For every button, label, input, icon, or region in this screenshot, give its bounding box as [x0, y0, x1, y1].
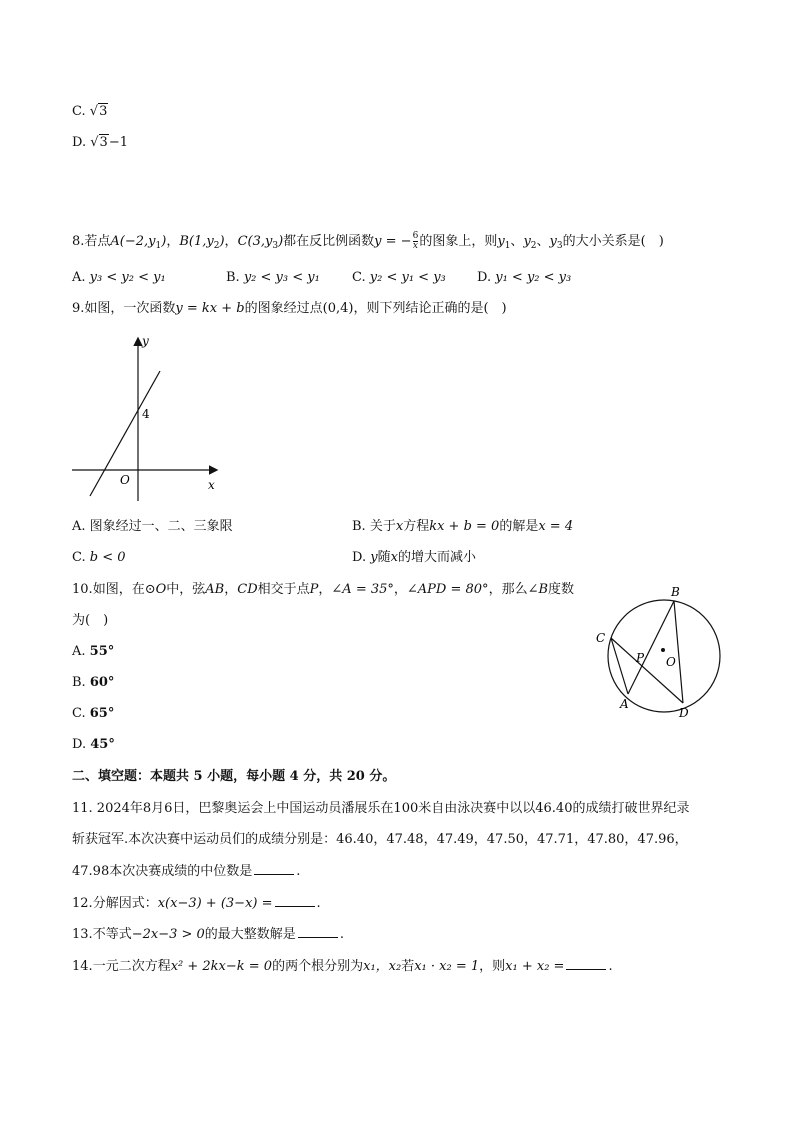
option-label: A.	[72, 519, 86, 534]
option-text: y₁ < y₂ < y₃	[495, 270, 572, 285]
option-label: C.	[352, 270, 366, 285]
option-label: D.	[72, 135, 87, 150]
label-o: O	[666, 655, 676, 669]
point-c: C(3,y	[237, 234, 273, 249]
chord-ab: AB	[205, 582, 225, 597]
stem-text: 的两个根分别为	[272, 959, 364, 974]
option-text: 关于	[369, 519, 396, 534]
subscript: 2	[530, 241, 537, 251]
paren: )	[278, 234, 284, 249]
q13-stem	[72, 925, 344, 944]
option-text: 60°	[89, 675, 115, 690]
separator: ，	[318, 582, 332, 597]
label-d: D	[679, 706, 689, 720]
answer-blank[interactable]	[298, 925, 338, 938]
var-y: y	[370, 550, 378, 565]
var-y: y	[523, 234, 531, 249]
option-label: C.	[72, 706, 86, 721]
option-label: B.	[72, 675, 86, 690]
q11-line2: 斩获冠军.本次决赛中运动员们的成绩分别是：46.40，47.48，47.49，47.50，47.71，47.80，47.96，	[72, 832, 688, 847]
denominator: x	[412, 241, 418, 251]
chord-bd-line	[674, 601, 683, 703]
option-label: A.	[72, 644, 86, 659]
q14-stem	[72, 957, 613, 976]
question-number: 10.	[72, 582, 93, 597]
stem-text: 相交于点	[257, 582, 310, 597]
question-number: 14.	[72, 959, 93, 974]
q8-stem	[72, 232, 664, 255]
stem-text: ，那么	[488, 582, 528, 597]
stem-text: ，则	[479, 959, 506, 974]
q11-line3	[72, 862, 300, 881]
answer-blank[interactable]	[566, 957, 606, 970]
circle-chords-figure	[590, 580, 740, 722]
stem-text: 如图，一次函数	[84, 301, 176, 316]
option-label: D.	[477, 270, 492, 285]
stem-text: 的大小关系是( )	[562, 234, 664, 249]
inequality: −2x−3 > 0	[131, 927, 205, 942]
option-text: y₂ < y₃ < y₁	[243, 270, 320, 285]
angle-b: ∠B	[527, 582, 549, 597]
option-label: C.	[72, 104, 86, 119]
center-point	[661, 648, 665, 652]
option-text: b < 0	[89, 550, 126, 565]
option-label: A.	[72, 270, 86, 285]
paren: )	[161, 234, 167, 249]
stem-text: 度数	[548, 582, 575, 597]
var-x: x	[395, 519, 404, 534]
label-p: P	[636, 651, 645, 665]
q10-option-d	[72, 736, 115, 754]
section-heading: 二、填空题：本题共 5 小题，每小题 4 分，共 20 分。	[72, 769, 396, 784]
sqrt-remainder: −1	[108, 135, 128, 150]
option-label: D.	[352, 550, 367, 565]
separator: ，	[166, 234, 180, 249]
function-expr: y = kx + b	[175, 301, 245, 316]
stem-text: 若	[401, 959, 415, 974]
circle-name: O	[155, 582, 167, 597]
stem-text: 分解因式：	[92, 896, 158, 911]
label-c: C	[596, 631, 606, 645]
stem-text: 都在反比例函数	[283, 234, 375, 249]
q8-option-c	[352, 269, 446, 287]
period: .	[339, 927, 344, 942]
product: x₁ · x₂ = 1	[414, 959, 480, 974]
answer-blank[interactable]	[275, 894, 315, 907]
var-y: y	[549, 234, 557, 249]
q11-line1: 11. 2024年8月6日，巴黎奥运会上中国运动员潘展乐在100米自由泳决赛中以以46.40的成绩打破世界纪录	[72, 801, 690, 816]
q8-option-d	[477, 269, 571, 287]
subscript: 3	[272, 241, 279, 251]
question-number: 8.	[72, 234, 85, 249]
var-y: y	[497, 234, 505, 249]
sqrt-value: 3	[99, 135, 108, 150]
stem-text: 的最大整数解是	[204, 927, 296, 942]
stem-text: 不等式	[92, 927, 132, 942]
separator: ，	[224, 582, 238, 597]
option-text: y₂ < y₁ < y₃	[369, 270, 446, 285]
separator: 、	[536, 234, 550, 249]
question-number: 12.	[72, 896, 93, 911]
question-number: 13.	[72, 927, 93, 942]
option-text: 随	[377, 550, 391, 565]
equation: kx + b = 0	[429, 519, 500, 534]
q12-stem	[72, 894, 321, 913]
chord-ab-line	[628, 601, 674, 694]
roots: x₁，x₂	[363, 959, 402, 974]
q9-option-b	[352, 518, 573, 536]
subscript: 2	[213, 241, 220, 251]
q8-option-a	[72, 269, 166, 287]
var-x: x	[390, 550, 398, 565]
sqrt-value: 3	[99, 104, 108, 119]
question-number: 9.	[72, 301, 85, 316]
q7-option-d: D. √3−1	[72, 135, 128, 150]
stem-text: 如图，在⊙	[92, 582, 156, 597]
point-p: P	[309, 582, 319, 597]
period: .	[608, 959, 613, 974]
separator: ，	[393, 582, 407, 597]
y-axis-label: y	[142, 334, 149, 348]
separator: ，	[224, 234, 238, 249]
q10-option-b	[72, 674, 114, 692]
function-lhs: y = −	[374, 234, 412, 249]
subscript: 1	[504, 241, 511, 251]
x-axis-label: x	[208, 478, 215, 492]
separator: 、	[510, 234, 524, 249]
period: .	[296, 864, 301, 879]
sum: x₁ + x₂ =	[505, 959, 565, 974]
linear-function-graph	[64, 333, 224, 505]
option-text: 65°	[89, 706, 115, 721]
equation: x² + 2kx−k = 0	[170, 959, 273, 974]
q8-option-b	[226, 269, 320, 287]
q9-option-d	[352, 549, 476, 567]
option-label: B.	[352, 519, 366, 534]
angle-a: ∠A = 35°	[331, 582, 394, 597]
stem-text: 若点	[84, 234, 111, 249]
stem-text: 一元二次方程	[92, 959, 171, 974]
q10-stem	[72, 581, 574, 599]
option-label: D.	[72, 737, 87, 752]
q10-stem-line2	[72, 612, 108, 630]
option-label: C.	[72, 550, 86, 565]
chord-cd: CD	[237, 582, 258, 597]
option-text: y₃ < y₂ < y₁	[89, 270, 166, 285]
q7-option-c: C. √3	[72, 104, 108, 119]
answer-blank[interactable]	[254, 862, 294, 875]
option-text: 45°	[90, 737, 115, 752]
label-a: A	[620, 697, 629, 711]
q9-option-c	[72, 549, 126, 567]
q9-option-a	[72, 518, 233, 536]
solution: x = 4	[538, 519, 574, 534]
expression: x(x−3) + (3−x) =	[157, 896, 273, 911]
label-b: B	[671, 585, 680, 599]
option-text: 55°	[89, 644, 115, 659]
point-a: A(−2,y	[110, 234, 156, 249]
option-text: 的增大而减小	[397, 550, 476, 565]
angle-apd: ∠APD = 80°	[406, 582, 489, 597]
point-coords: (0,4)	[322, 301, 354, 316]
q9-stem	[72, 300, 507, 318]
option-text: 的解是	[499, 519, 539, 534]
stem-text: 47.98本次决赛成绩的中位数是	[72, 864, 253, 879]
paren: )	[219, 234, 225, 249]
y-intercept-label: 4	[142, 407, 150, 421]
stem-text: ，则下列结论正确的是( )	[353, 301, 507, 316]
option-label: B.	[226, 270, 240, 285]
stem-text: 的图象经过点	[244, 301, 323, 316]
subscript: 3	[556, 241, 563, 251]
subscript: 1	[155, 241, 162, 251]
option-text: 图象经过一、二、三象限	[89, 519, 233, 534]
fraction	[413, 232, 419, 251]
point-b: B(1,y	[179, 234, 214, 249]
stem-text: 中，弦	[166, 582, 206, 597]
q10-option-c	[72, 705, 114, 723]
period: .	[316, 896, 321, 911]
option-text: 方程	[403, 519, 430, 534]
stem-text: 的图象上，则	[419, 234, 498, 249]
origin-label: O	[120, 473, 130, 487]
stem-text: 为( )	[72, 613, 109, 628]
numerator: 6	[412, 231, 419, 241]
circle-o	[608, 600, 720, 712]
q10-option-a	[72, 643, 114, 661]
